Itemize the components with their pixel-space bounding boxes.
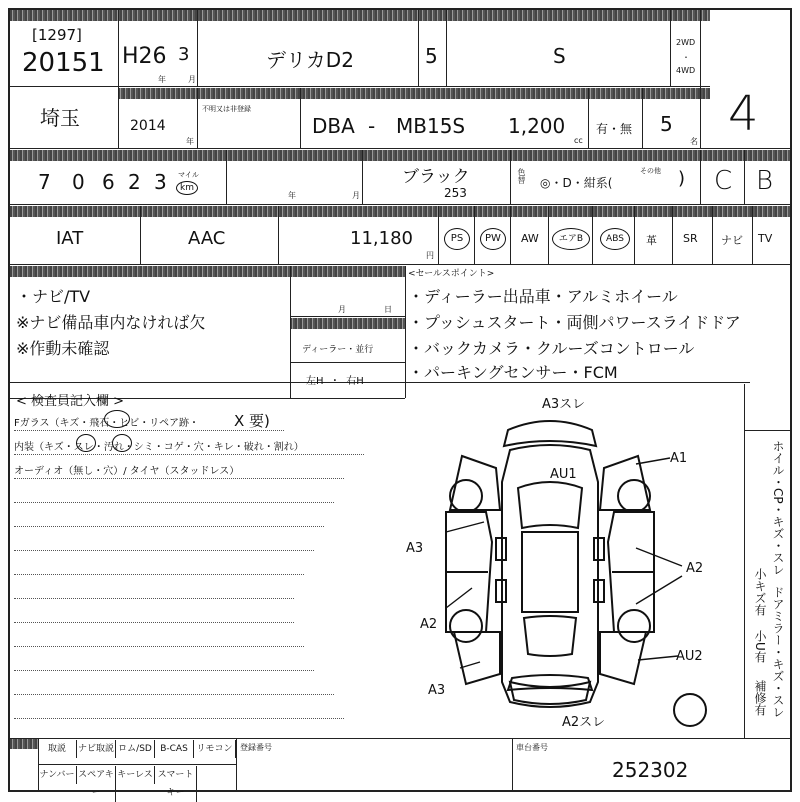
damage-mark: A3スレ [542, 397, 586, 412]
equip-navi: ナビ [721, 234, 743, 247]
selling-header: <セールスポイント> [408, 269, 495, 279]
damage-mark: A3 [428, 683, 446, 698]
yen-unit: 円 [426, 251, 434, 260]
dealer-label: ディーラー・並行 [302, 345, 374, 355]
footer-remote: リモコン [194, 740, 236, 758]
equip-ps: PS [444, 228, 470, 250]
displacement: 1,200 [508, 114, 566, 138]
import-note: 不明又は非登録 [202, 105, 251, 113]
reg-month: 3 [178, 44, 190, 65]
model-dash: - [368, 114, 376, 138]
selling-point: ・バックカメラ・クルーズコントロール [408, 339, 695, 358]
selling-point: ・ディーラー出品車・アルミホイール [408, 287, 678, 306]
equip-abs: ABS [600, 228, 630, 250]
equip-aw: AW [521, 232, 539, 245]
mile-label: マイル [178, 171, 199, 179]
door-count: 5 [425, 44, 438, 68]
year-unit: 年 [186, 137, 194, 146]
stone-chip-circle [104, 410, 130, 428]
inspect-month-unit: 月 [352, 191, 360, 200]
footer-bcas: B-CAS [155, 740, 194, 758]
footer-navi-manual: ナビ取説 [77, 740, 116, 758]
chassis-number: 252302 [612, 758, 689, 782]
drive-4wd: 4WD [676, 66, 696, 75]
stain-circle [112, 434, 132, 452]
car-name: デリカD2 [266, 48, 354, 72]
auction-score: 4 [728, 86, 759, 142]
mileage-digit: 3 [154, 170, 167, 194]
seat-count: 5 [660, 112, 673, 136]
equip-leather: 革 [646, 234, 657, 247]
reg-label: 登録番号 [240, 743, 272, 752]
month-label: 月 [338, 305, 346, 314]
location: 埼玉 [40, 106, 80, 130]
equip-tv: TV [758, 232, 773, 245]
interior-grade: B [756, 166, 774, 196]
side-note-small-dent: 小U有 [753, 630, 767, 663]
selling-point: ・パーキングセンサー・FCM [408, 363, 618, 382]
aircon: AAC [188, 228, 226, 249]
scuff-circle [76, 434, 96, 452]
cc-unit: cc [574, 136, 583, 145]
color-close: ) [678, 168, 686, 189]
tax-option: 有・無 [596, 122, 633, 136]
chassis-label: 車台番号 [516, 743, 548, 752]
interior-line: 内装（キズ・スレ・汚れ・シミ・コゲ・穴・キレ・破れ・割れ） [14, 442, 304, 453]
equip-airbag: エアB [552, 228, 590, 250]
color-change-label: 色替 [517, 168, 526, 184]
damage-mark: AU1 [550, 467, 577, 482]
month-suffix: 月 [188, 75, 196, 84]
footer-rom-sd: ロム/SD [116, 740, 155, 758]
model-code: MB15S [396, 114, 466, 138]
grade: S [553, 44, 566, 68]
seat-unit: 名 [690, 137, 698, 146]
day-label: 日 [384, 305, 392, 314]
color-code: 253 [444, 186, 467, 200]
fglass-mark: X 要) [234, 412, 270, 430]
damage-mark: AU2 [676, 649, 703, 664]
audio-line: オーディオ（無し・穴）/ タイヤ（スタッドレス） [14, 466, 240, 477]
first-reg-year: 2014 [130, 118, 166, 134]
model-prefix: DBA [312, 114, 355, 138]
recycle-fee: 11,180 [350, 228, 413, 249]
side-note-repair: 補修有 [753, 680, 767, 716]
year-suffix: 年 [158, 75, 166, 84]
mileage-digit: 6 [102, 170, 115, 194]
lot-bracket: [1297] [32, 26, 82, 44]
handle-label: 左H ・ 右H [306, 376, 364, 387]
inspect-year-unit: 年 [288, 191, 296, 200]
selling-point: ・プッシュスタート・両側パワースライドドア [408, 313, 741, 332]
side-note-mirror: ドアミラー・キズ・スレ [771, 586, 785, 718]
damage-mark: A2スレ [562, 715, 606, 730]
damage-mark: A1 [670, 451, 688, 466]
damage-mark: A2 [420, 617, 438, 632]
note-line: ※作動未確認 [16, 339, 110, 358]
damage-mark: A3 [406, 541, 424, 556]
fglass-line: Fガラス（キズ・飛石・ヒビ・リペア跡・ [14, 418, 200, 429]
footer-manual: 取説 [38, 740, 77, 758]
lot-number: 20151 [22, 48, 105, 78]
side-note-wheel: ホイル・CP・キズ・スレ [771, 440, 785, 576]
footer-spare-key: スペアキー [77, 766, 116, 802]
equip-pw: PW [480, 228, 506, 250]
damage-mark: A2 [686, 561, 704, 576]
color-other-label: その他 [640, 167, 661, 175]
km-unit: km [176, 181, 198, 195]
side-note-small-scratch: 小キズ有 [753, 568, 767, 616]
mileage-digit: 0 [72, 170, 85, 194]
note-line: ・ナビ/TV [16, 287, 91, 306]
car-diagram [400, 392, 740, 736]
footer-keyless: キーレス [116, 766, 155, 784]
equip-sunroof: SR [683, 232, 698, 245]
mileage-digit: 7 [38, 170, 51, 194]
note-line: ※ナビ備品車内なければ欠 [16, 313, 206, 332]
inspector-title: < 検査員記入欄 > [16, 394, 125, 409]
footer-smart-key: スマートキー [155, 766, 197, 802]
era-year: H26 [122, 44, 167, 69]
color-name: ブラック [402, 167, 470, 187]
color-options: ◎・D・紺系( [540, 176, 613, 190]
exterior-grade: C [714, 166, 733, 196]
drive-dot: ・ [682, 53, 690, 62]
drive-2wd: 2WD [676, 38, 696, 47]
transmission: IAT [56, 228, 84, 249]
footer-plate: ナンバー [38, 766, 77, 784]
mileage-digit: 2 [128, 170, 141, 194]
